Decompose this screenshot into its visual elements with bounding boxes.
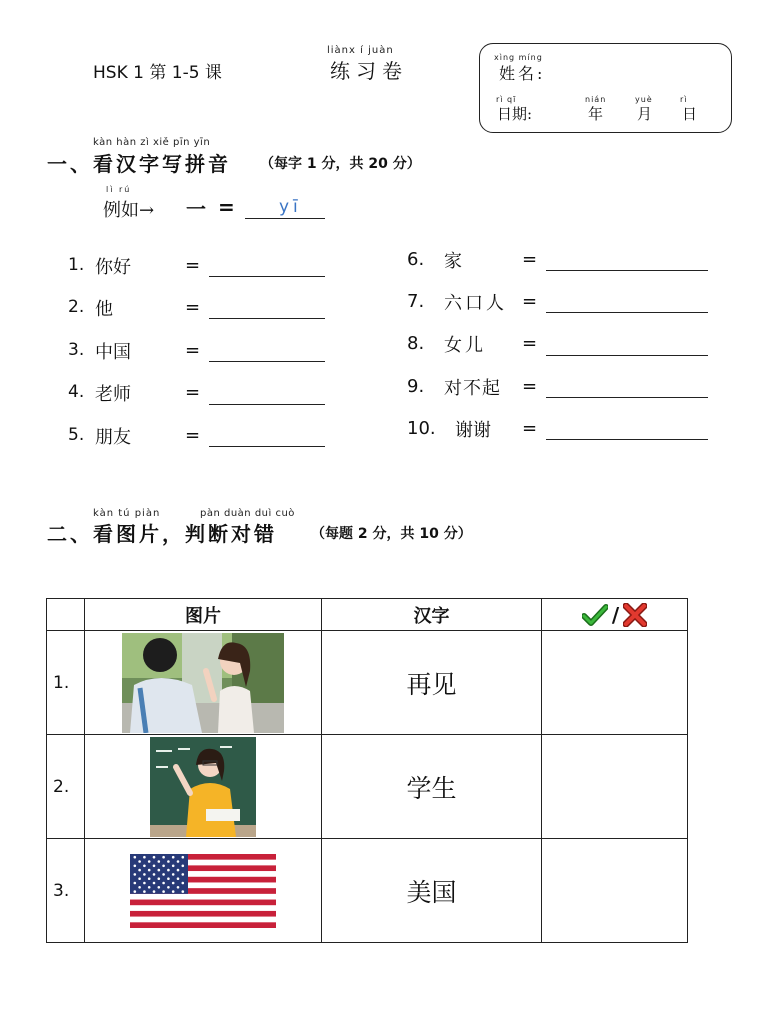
section1-pinyin: kàn hàn zì xiě pīn yīn (93, 137, 211, 148)
month-pinyin: yuè (635, 95, 653, 104)
header-hanzi-cell (322, 599, 542, 631)
answer-line-3[interactable] (209, 361, 325, 362)
item-word: 家 (444, 251, 465, 272)
hanzi-cell (322, 631, 542, 735)
example-pinyin: lì rú (106, 185, 132, 194)
hanzi-word: 美国 (406, 877, 457, 907)
picture-cell (85, 735, 322, 839)
item-number: 1. (68, 255, 85, 275)
item-word: 对不起 (444, 378, 501, 399)
row-number: 2. (47, 735, 85, 839)
answer-line-2[interactable] (209, 318, 325, 319)
item-number: 4. (68, 382, 85, 402)
item-word: 他 (95, 299, 113, 320)
us-flag-image (130, 854, 276, 928)
year-label: 年 (588, 105, 604, 123)
example-answer-line (245, 218, 325, 219)
month-label: 月 (637, 105, 653, 123)
name-label: 姓名: (499, 64, 546, 83)
date-pinyin: rì qī (496, 95, 517, 104)
answer-cell[interactable] (542, 735, 688, 839)
answer-line-5[interactable] (209, 446, 325, 447)
item-word: 朋友 (95, 427, 131, 448)
item-word: 女儿 (444, 335, 486, 356)
row-number: 3. (47, 839, 85, 943)
cross-icon (623, 603, 647, 627)
example-equals: = (218, 195, 235, 219)
section1-note: （每字 1 分，共 20 分） (260, 156, 421, 172)
item-number: 5. (68, 425, 85, 445)
item-word: 你好 (95, 257, 131, 278)
table-header-row (47, 599, 688, 631)
table-row (47, 839, 688, 943)
item-equals: = (185, 340, 201, 361)
answer-line-1[interactable] (209, 276, 325, 277)
item-number: 6. (407, 249, 425, 270)
section2-pinyin-a: kàn tú piàn (93, 508, 161, 519)
answer-cell[interactable] (542, 839, 688, 943)
item-equals: = (185, 382, 201, 403)
item-number: 7. (407, 291, 425, 312)
item-number: 8. (407, 333, 425, 354)
row-number: 1. (47, 631, 85, 735)
year-pinyin: nián (585, 95, 607, 104)
item-number: 9. (407, 376, 425, 397)
check-icon (582, 604, 608, 626)
hanzi-word: 学生 (406, 773, 457, 803)
hanzi-word: 再见 (406, 669, 457, 699)
item-equals: = (185, 425, 201, 446)
goodbye-photo-image (122, 633, 284, 733)
day-label: 日 (682, 105, 698, 123)
item-equals: = (522, 291, 538, 312)
answer-line-7[interactable] (546, 312, 708, 313)
header-judge-cell (542, 599, 688, 631)
example-answer: yī (279, 197, 302, 217)
day-pinyin: rì (680, 95, 688, 104)
item-word: 六口人 (444, 293, 507, 314)
item-number: 3. (68, 340, 85, 360)
worksheet-title: 练习卷 (330, 59, 408, 83)
item-word: 老师 (95, 384, 131, 405)
section2-note: （每题 2 分，共 10 分） (311, 526, 472, 542)
judgement-table (46, 598, 688, 943)
item-equals: = (522, 333, 538, 354)
answer-line-4[interactable] (209, 404, 325, 405)
header-number-cell (47, 599, 85, 631)
item-number: 2. (68, 297, 85, 317)
section2-pinyin-b: pàn duàn duì cuò (200, 508, 295, 519)
header-hanzi: 汉字 (413, 605, 450, 627)
course-title: HSK 1 第 1-5 课 (93, 63, 222, 83)
answer-line-9[interactable] (546, 397, 708, 398)
name-date-box (479, 43, 732, 133)
answer-cell[interactable] (542, 631, 688, 735)
answer-line-8[interactable] (546, 355, 708, 356)
example-label: 例如→ (103, 200, 155, 221)
header-picture: 图片 (185, 605, 221, 627)
item-equals: = (185, 255, 201, 276)
title-pinyin: liànx í juàn (327, 45, 394, 56)
item-equals: = (522, 418, 538, 439)
table-row (47, 631, 688, 735)
table-row (47, 735, 688, 839)
teacher-photo-image (150, 737, 256, 837)
judge-slash: / (611, 602, 620, 627)
answer-line-10[interactable] (546, 439, 708, 440)
example-char: 一 (186, 197, 206, 221)
date-label: 日期: (497, 105, 533, 123)
header-picture-cell (85, 599, 322, 631)
answer-line-6[interactable] (546, 270, 708, 271)
item-equals: = (185, 297, 201, 318)
name-pinyin: xìng míng (494, 53, 543, 62)
picture-cell (85, 839, 322, 943)
item-word: 中国 (95, 342, 131, 363)
section2-title: 二、看图片，判断对错 (47, 522, 277, 546)
section1-title: 一、看汉字写拼音 (47, 152, 231, 176)
item-equals: = (522, 249, 538, 270)
picture-cell (85, 631, 322, 735)
hanzi-cell (322, 839, 542, 943)
hanzi-cell (322, 735, 542, 839)
item-number: 10. (407, 418, 436, 439)
item-word: 谢谢 (455, 420, 491, 441)
item-equals: = (522, 376, 538, 397)
